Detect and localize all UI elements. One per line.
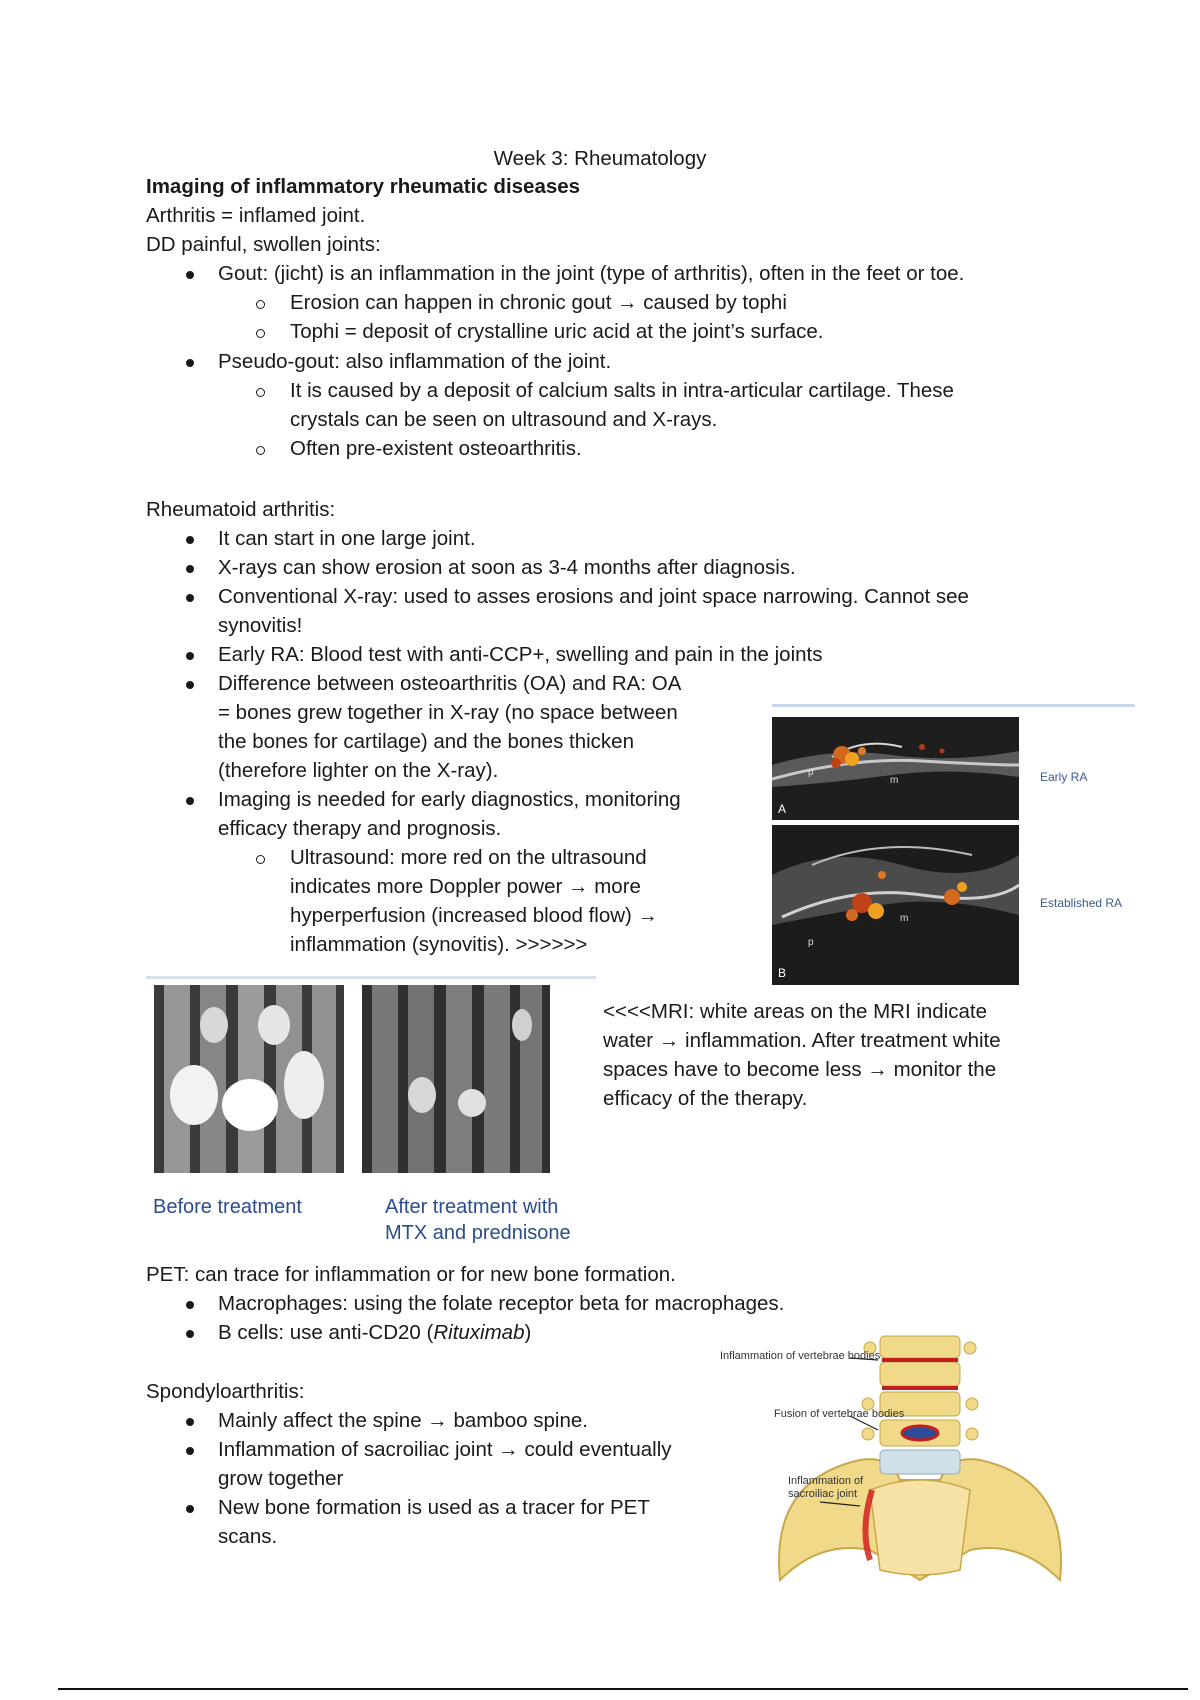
bullet-icon	[186, 1447, 194, 1455]
spa-heading: Spondyloarthritis:	[146, 1380, 305, 1403]
section-heading: Imaging of inflammatory rheumatic diseases	[146, 175, 581, 198]
rituximab-text: Rituximab	[433, 1321, 525, 1344]
ra-item: Difference between osteoarthritis (OA) and RA: OA	[218, 672, 682, 695]
bullet-icon	[186, 359, 194, 367]
bullet-icon	[186, 797, 194, 805]
bullet-icon	[186, 271, 194, 279]
bullet-icon	[186, 1330, 194, 1338]
mri-after-image	[362, 985, 550, 1173]
pet-heading: PET: can trace for inflammation or for new bone formation.	[146, 1263, 676, 1286]
pet-item-text: B cells: use anti-CD20 (	[218, 1321, 434, 1344]
caption-after-treatment: After treatment with	[385, 1196, 559, 1218]
spa-item-cont: scans.	[218, 1525, 278, 1548]
arthritis-definition: Arthritis = inflamed joint.	[146, 204, 366, 227]
ultrasound-item: Ultrasound: more red on the ultrasound	[290, 846, 647, 869]
panel-b-label: B	[778, 966, 787, 980]
ra-item: Conventional X-ray: used to asses erosions and joint space narrowing. Cannot see	[218, 585, 969, 608]
spa-item: Mainly affect the spine → bamboo spine.	[218, 1409, 588, 1432]
ra-item-cont: efficacy therapy and prognosis.	[218, 817, 502, 840]
panel-a-label: A	[778, 802, 787, 816]
sub-bullet-icon	[256, 388, 265, 397]
caption-before-treatment: Before treatment	[153, 1196, 302, 1218]
pseudogout-item: Pseudo-gout: also inflammation of the joint.	[218, 350, 612, 373]
spine-label-fusion: Fusion of vertebrae bodies	[774, 1408, 905, 1420]
sub-bullet-icon	[256, 329, 265, 338]
pet-item-text: )	[524, 1321, 532, 1344]
bullet-icon	[186, 1301, 194, 1309]
spa-item-cont: grow together	[218, 1467, 344, 1490]
mri-text: <<<<MRI: white areas on the MRI indicate	[603, 1000, 988, 1023]
bullet-icon	[186, 1418, 194, 1426]
gout-sub-item: Erosion can happen in chronic gout → caused by tophi	[290, 291, 787, 314]
ra-item: X-rays can show erosion at soon as 3-4 months after diagnosis.	[218, 556, 796, 579]
mark-m: m	[900, 913, 909, 924]
ultrasound-item-cont: indicates more Doppler power → more	[290, 875, 641, 898]
ultrasound-panel-established	[772, 825, 1019, 985]
spine-figure	[720, 1330, 1120, 1585]
bullet-icon	[186, 681, 194, 689]
sub-bullet-icon	[256, 300, 265, 309]
pet-item	[218, 1318, 531, 1347]
page-bottom-rule	[58, 1688, 1188, 1690]
gout-item: Gout: (jicht) is an inflammation in the joint (type of arthritis), often in the feet or toe.	[218, 262, 965, 285]
ra-item-cont: the bones for cartilage) and the bones thicken	[218, 730, 634, 753]
bullet-icon	[186, 652, 194, 660]
bullet-icon	[186, 1505, 194, 1513]
dd-heading: DD painful, swollen joints:	[146, 233, 381, 256]
mri-text: spaces have to become less → monitor the	[603, 1058, 997, 1081]
mark-p: p	[808, 937, 814, 948]
ra-heading: Rheumatoid arthritis:	[146, 498, 336, 521]
gout-sub-item: Tophi = deposit of crystalline uric acid at the joint’s surface.	[290, 320, 824, 343]
mri-before-image	[154, 985, 344, 1173]
ultrasound-item-cont: inflammation (synovitis). >>>>>>	[290, 933, 588, 956]
ra-item: Early RA: Blood test with anti-CCP+, swelling and pain in the joints	[218, 643, 823, 666]
ra-item: It can start in one large joint.	[218, 527, 476, 550]
mark-p: p	[808, 767, 814, 778]
pseudogout-sub-item-cont: crystals can be seen on ultrasound and X-rays.	[290, 408, 718, 431]
page-title: Week 3: Rheumatology	[493, 147, 707, 170]
ultrasound-panel-early	[772, 717, 1019, 820]
early-ra-label: Early RA	[1040, 770, 1088, 784]
pseudogout-sub-item: Often pre-existent osteoarthritis.	[290, 437, 582, 460]
ra-item-cont: = bones grew together in X-ray (no space between	[218, 701, 678, 724]
ultrasound-figure	[772, 704, 1135, 987]
spine-label-sacroiliac-cont: sacroiliac joint	[788, 1488, 858, 1500]
spa-item: New bone formation is used as a tracer for PET	[218, 1496, 650, 1519]
ra-item-cont: synovitis!	[218, 614, 303, 637]
ra-item-cont: (therefore lighter on the X-ray).	[218, 759, 499, 782]
pseudogout-sub-item: It is caused by a deposit of calcium salts in intra-articular cartilage. These	[290, 379, 954, 402]
spine-label-inflammation: Inflammation of vertebrae bodies	[720, 1350, 881, 1362]
spa-item: Inflammation of sacroiliac joint → could eventually	[218, 1438, 672, 1461]
sub-bullet-icon	[256, 855, 265, 864]
sub-bullet-icon	[256, 446, 265, 455]
pet-item: Macrophages: using the folate receptor beta for macrophages.	[218, 1292, 785, 1315]
mark-m: m	[890, 775, 899, 786]
bullet-icon	[186, 536, 194, 544]
bullet-icon	[186, 594, 194, 602]
caption-after-treatment-cont: MTX and prednisone	[385, 1222, 571, 1244]
bullet-icon	[186, 565, 194, 573]
established-ra-label: Established RA	[1040, 896, 1123, 910]
mri-figure	[146, 976, 596, 1179]
mri-text: efficacy of the therapy.	[603, 1087, 808, 1110]
mri-text: water → inflammation. After treatment white	[603, 1029, 1001, 1052]
ultrasound-item-cont: hyperperfusion (increased blood flow) →	[290, 904, 659, 927]
spine-label-sacroiliac: Inflammation of	[788, 1475, 864, 1487]
ra-item: Imaging is needed for early diagnostics, monitoring	[218, 788, 681, 811]
